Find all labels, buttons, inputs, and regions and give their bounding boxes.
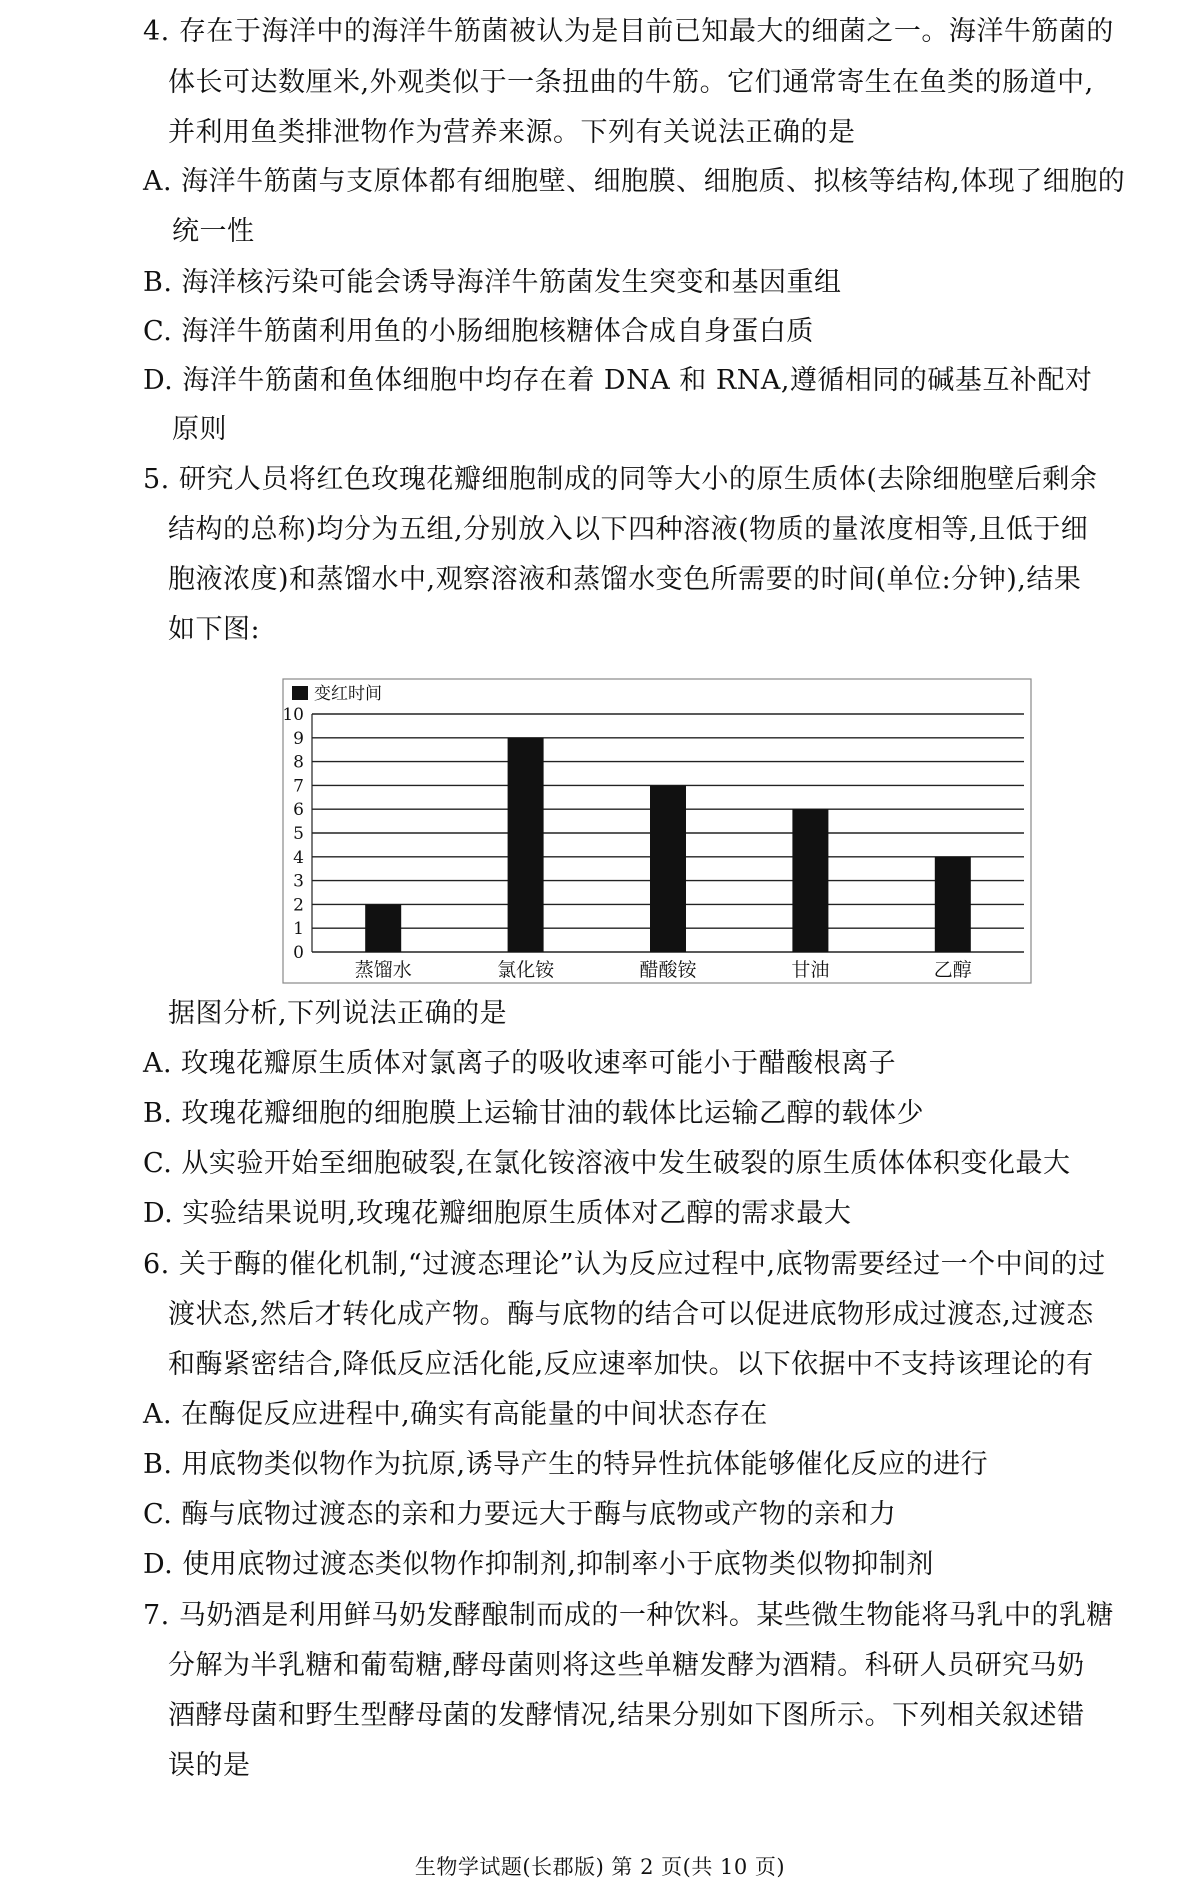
q7-stem-line: 酒酵母菌和野生型酵母菌的发酵情况,结果分别如下图所示。下列相关叙述错 (168, 1700, 1085, 1731)
bar-chart (282, 678, 1032, 984)
q4-stem-line: 4. 存在于海洋中的海洋牛筋菌被认为是目前已知最大的细菌之一。海洋牛筋菌的 (143, 16, 1114, 47)
bar-乙醇 (935, 857, 971, 952)
q5-option-d: D. 实验结果说明,玫瑰花瓣细胞原生质体对乙醇的需求最大 (143, 1198, 852, 1229)
y-tick-label: 4 (293, 847, 304, 868)
q5-stem-line: 结构的总称)均分为五组,分别放入以下四种溶液(物质的量浓度相等,且低于细 (168, 514, 1089, 545)
x-tick-label: 乙醇 (933, 959, 972, 981)
q5-prompt: 据图分析,下列说法正确的是 (168, 998, 508, 1029)
bar-chart-svg (282, 678, 1032, 984)
q6-option-a: A. 在酶促反应进程中,确实有高能量的中间状态存在 (143, 1399, 768, 1430)
x-tick-label: 蒸馏水 (354, 959, 412, 981)
y-tick-label: 6 (293, 800, 304, 821)
q6-stem-line: 渡状态,然后才转化成产物。酶与底物的结合可以促进底物形成过渡态,过渡态 (168, 1299, 1094, 1330)
legend-swatch (292, 686, 308, 700)
y-tick-label: 9 (293, 728, 304, 749)
q4-stem-line: 并利用鱼类排泄物作为营养来源。下列有关说法正确的是 (168, 117, 856, 148)
bar-蒸馏水 (365, 904, 401, 952)
q4-option-a-cont: 统一性 (172, 216, 255, 247)
q5-option-a: A. 玫瑰花瓣原生质体对氯离子的吸收速率可能小于醋酸根离子 (143, 1048, 897, 1079)
y-tick-label: 10 (282, 705, 304, 725)
y-tick-label: 3 (293, 871, 304, 892)
y-tick-label: 0 (293, 943, 304, 963)
y-tick-label: 8 (293, 752, 304, 773)
q7-stem-line: 误的是 (168, 1750, 251, 1781)
q6-stem-line: 和酶紧密结合,降低反应活化能,反应速率加快。以下依据中不支持该理论的有 (168, 1349, 1094, 1380)
q7-stem-line: 7. 马奶酒是利用鲜马奶发酵酿制而成的一种饮料。某些微生物能将马乳中的乳糖 (143, 1600, 1114, 1631)
y-tick-label: 2 (293, 895, 304, 916)
x-tick-label: 甘油 (791, 959, 830, 981)
q4-option-c: C. 海洋牛筋菌利用鱼的小肠细胞核糖体合成自身蛋白质 (143, 316, 814, 347)
bar-甘油 (792, 809, 828, 952)
legend-label: 变红时间 (314, 684, 382, 704)
q6-option-b: B. 用底物类似物作为抗原,诱导产生的特异性抗体能够催化反应的进行 (143, 1449, 989, 1480)
y-tick-label: 7 (293, 776, 304, 797)
q6-option-d: D. 使用底物过渡态类似物作抑制剂,抑制率小于底物类似物抑制剂 (143, 1549, 934, 1580)
q6-stem-line: 6. 关于酶的催化机制,“过渡态理论”认为反应过程中,底物需要经过一个中间的过 (143, 1249, 1106, 1280)
page-footer: 生物学试题(长郡版) 第 2 页(共 10 页) (414, 1855, 786, 1879)
q7-stem-line: 分解为半乳糖和葡萄糖,酵母菌则将这些单糖发酵为酒精。科研人员研究马奶 (168, 1650, 1085, 1681)
q4-option-a: A. 海洋牛筋菌与支原体都有细胞壁、细胞膜、细胞质、拟核等结构,体现了细胞的 (143, 166, 1126, 197)
q5-stem-line: 如下图: (168, 614, 261, 645)
q5-stem-line: 5. 研究人员将红色玫瑰花瓣细胞制成的同等大小的原生质体(去除细胞壁后剩余 (143, 464, 1098, 495)
q4-option-b: B. 海洋核污染可能会诱导海洋牛筋菌发生突变和基因重组 (143, 267, 842, 298)
q4-stem-line: 体长可达数厘米,外观类似于一条扭曲的牛筋。它们通常寄生在鱼类的肠道中, (168, 67, 1094, 98)
q6-option-c: C. 酶与底物过渡态的亲和力要远大于酶与底物或产物的亲和力 (143, 1499, 897, 1530)
q4-option-d-cont: 原则 (172, 414, 227, 445)
x-tick-label: 醋酸铵 (639, 959, 697, 981)
y-tick-label: 5 (293, 824, 304, 844)
y-tick-label: 1 (293, 919, 304, 940)
q5-option-c: C. 从实验开始至细胞破裂,在氯化铵溶液中发生破裂的原生质体体积变化最大 (143, 1148, 1071, 1179)
q4-option-d: D. 海洋牛筋菌和鱼体细胞中均存在着 DNA 和 RNA,遵循相同的碱基互补配对 (143, 365, 1093, 396)
q5-stem-line: 胞液浓度)和蒸馏水中,观察溶液和蒸馏水变色所需要的时间(单位:分钟),结果 (168, 564, 1082, 595)
bar-氯化铵 (508, 738, 544, 952)
bar-醋酸铵 (650, 785, 686, 952)
q5-option-b: B. 玫瑰花瓣细胞的细胞膜上运输甘油的载体比运输乙醇的载体少 (143, 1098, 925, 1129)
x-tick-label: 氯化铵 (497, 959, 555, 981)
